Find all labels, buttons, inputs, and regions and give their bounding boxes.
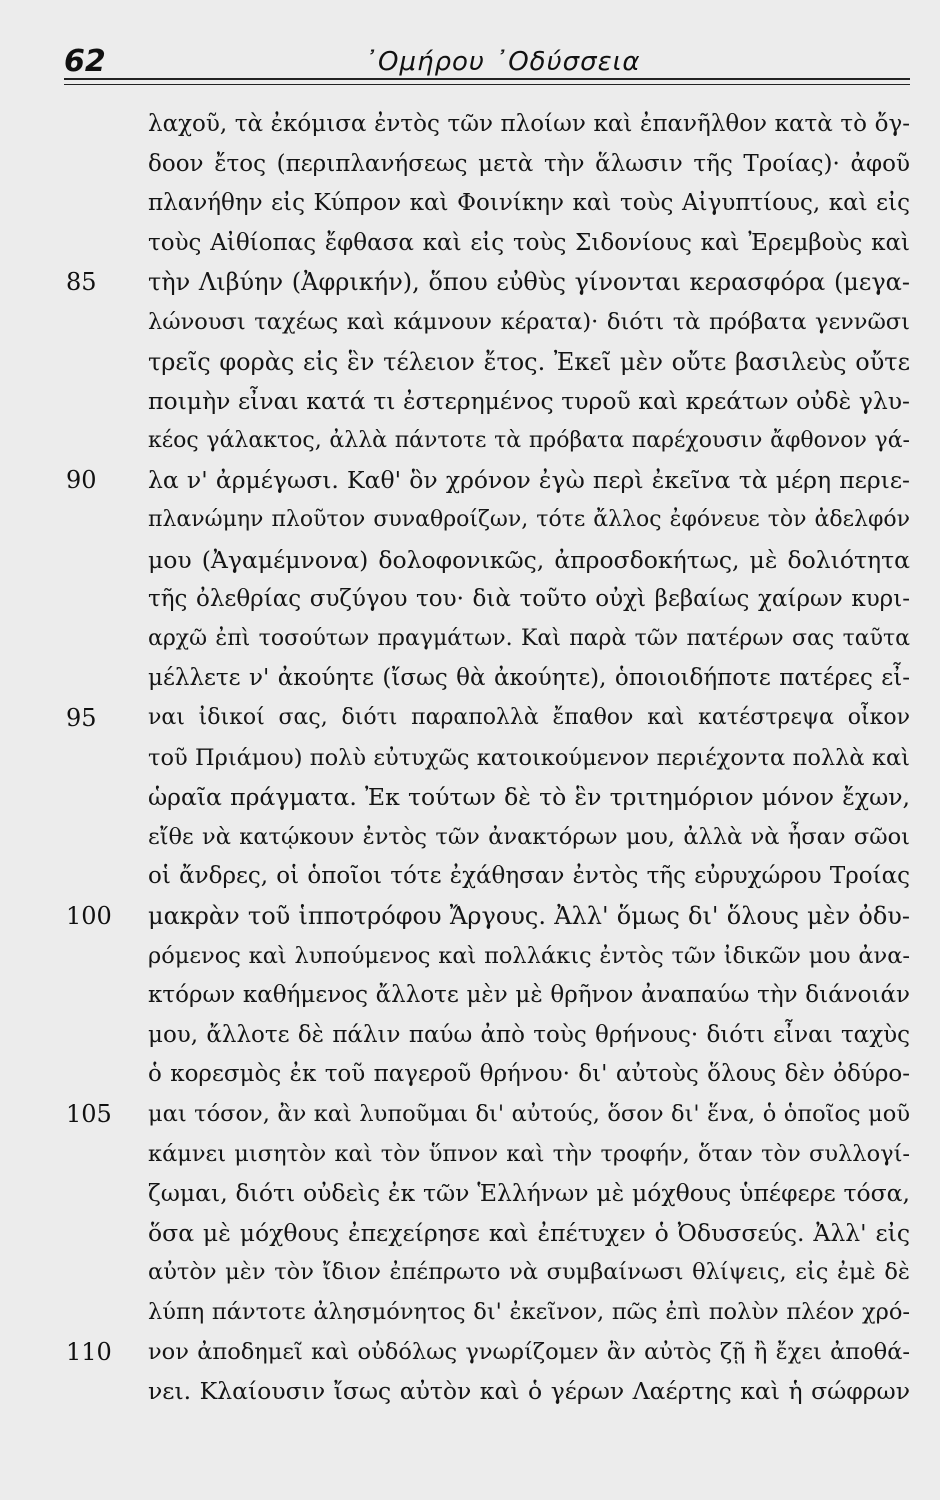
text-line: [0, 619, 940, 659]
text-line: [0, 104, 940, 144]
text-line: [0, 262, 940, 302]
page-header: [64, 42, 910, 82]
line-text: ζωμαι, διότι οὐδεὶς ἐκ τῶν Ἑλλήνων μὲ μόχθους ὑπέφερε τόσα,: [148, 1179, 910, 1208]
text-line: [0, 975, 940, 1015]
text-line: [0, 183, 940, 223]
page-number: 62: [64, 44, 106, 79]
line-text: τῆς ὀλεθρίας συζύγου του· διὰ τοῦτο οὐχὶ βεβαίως χαίρων κυρι-: [148, 586, 910, 613]
text-line: [0, 144, 940, 184]
header-rule: [64, 78, 910, 80]
line-text: οἱ ἄνδρες, οἱ ὁποῖοι τότε ἐχάθησαν ἐντὸς τῆς εὐρυχώρου Τροίας: [148, 863, 910, 890]
line-text: τρεῖς φορὰς εἰς ἓν τέλειον ἔτος. Ἐκεῖ μὲν οὔτε βασιλεὺς οὔτε: [148, 347, 910, 376]
text-line: [0, 381, 940, 421]
text-line: [0, 1094, 940, 1134]
line-text: κτόρων καθήμενος ἄλλοτε μὲν μὲ θρῆνον ἀναπαύω τὴν διάνοιάν: [148, 982, 910, 1009]
line-text: εἴθε νὰ κατῴκουν ἐντὸς τῶν ἀνακτόρων μου, ἀλλὰ νὰ ἦσαν σῶοι: [148, 823, 910, 850]
text-line: [0, 1054, 940, 1094]
line-number: 110: [66, 1337, 112, 1366]
line-text: τοὺς Αἰθίοπας ἔφθασα καὶ εἰς τοὺς Σιδονίους καὶ Ἐρεμβοὺς καὶ: [148, 229, 910, 256]
text-line: [0, 1213, 940, 1253]
line-text: τὴν Λιβύην (Ἀφρικήν), ὅπου εὐθὺς γίνονται κερασφόρα (μεγα-: [148, 268, 910, 297]
line-number: 85: [66, 268, 97, 297]
line-text: μακρὰν τοῦ ἱπποτρόφου Ἄργους. Ἀλλ' ὅμως δι' ὅλους μὲν ὀδυ-: [148, 902, 910, 930]
line-text: δοον ἔτος (περιπλανήσεως μετὰ τὴν ἅλωσιν τῆς Τροίας)· ἀφοῦ: [148, 150, 910, 177]
line-number: 100: [66, 902, 112, 930]
text-line: [0, 658, 940, 698]
line-text: ὡραῖα πράγματα. Ἐκ τούτων δὲ τὸ ἓν τριτημόριον μόνον ἔχων,: [148, 783, 910, 812]
text-line: [0, 1252, 940, 1292]
line-text: λαχοῦ, τὰ ἐκόμισα ἐντὸς τῶν πλοίων καὶ ἐπανῆλθον κατὰ τὸ ὄγ-: [148, 111, 910, 137]
line-number: 95: [66, 704, 97, 732]
line-text: κέος γάλακτος, ἀλλὰ πάντοτε τὰ πρόβατα παρέχουσιν ἄφθονον γά-: [148, 427, 910, 453]
text-line: [0, 579, 940, 619]
text-line: [0, 460, 940, 500]
line-text: λα ν' ἀρμέγωσι. Καθ' ὃν χρόνον ἐγὼ περὶ ἐκεῖνα τὰ μέρη περιε-: [148, 466, 910, 495]
text-line: [0, 223, 940, 263]
text-line: [0, 777, 940, 817]
text-line: [0, 698, 940, 738]
text-line: [0, 1292, 940, 1332]
line-text: μαι τόσον, ἂν καὶ λυποῦμαι δι' αὐτούς, ὅσον δι' ἕνα, ὁ ὁποῖος μοῦ: [148, 1101, 910, 1127]
text-line: [0, 817, 940, 857]
text-line: [0, 421, 940, 461]
text-line: [0, 856, 940, 896]
line-text: αὐτὸν μὲν τὸν ἴδιον ἐπέπρωτο νὰ συμβαίνωσι θλίψεις, εἰς ἐμὲ δὲ: [148, 1259, 910, 1286]
line-text: μου, ἄλλοτε δὲ πάλιν παύω ἀπὸ τοὺς θρήνους· διότι εἶναι ταχὺς: [148, 1021, 910, 1048]
line-text: αρχῶ ἐπὶ τοσούτων πραγμάτων. Καὶ παρὰ τῶν πατέρων σας ταῦτα: [148, 625, 910, 651]
text-line: [0, 936, 940, 976]
line-text: μέλλετε ν' ἀκούητε (ἴσως θὰ ἀκούητε), ὁποιοιδήποτε πατέρες εἶ-: [148, 665, 910, 692]
line-text: κάμνει μισητὸν καὶ τὸν ὕπνον καὶ τὴν τροφήν, ὅταν τὸν συλλογί-: [148, 1140, 910, 1167]
line-text: μου (Ἀγαμέμνονα) δολοφονικῶς, ἀπροσδοκήτως, μὲ δολιότητα: [148, 545, 910, 574]
line-text: νει. Κλαίουσιν ἴσως αὐτὸν καὶ ὁ γέρων Λαέρτης καὶ ἡ σώφρων: [148, 1377, 910, 1406]
line-text: ρόμενος καὶ λυπούμενος καὶ πολλάκις ἐντὸς τῶν ἰδικῶν μου ἀνα-: [148, 942, 910, 969]
text-line: [0, 896, 940, 936]
line-text: ὁ κορεσμὸς ἐκ τοῦ παγεροῦ θρήνου· δι' αὐτοὺς ὅλους δὲν ὀδύρο-: [148, 1061, 910, 1088]
line-number: 90: [66, 466, 97, 495]
line-text: ὅσα μὲ μόχθους ἐπεχείρησε καὶ ἐπέτυχεν ὁ Ὀδυσσεύς. Ἀλλ' εἰς: [148, 1218, 910, 1247]
line-text: πλανήθην εἰς Κύπρον καὶ Φοινίκην καὶ τοὺς Αἰγυπτίους, καὶ εἰς: [148, 190, 910, 217]
line-text: ναι ἰδικοί σας, διότι παραπολλὰ ἔπαθον καὶ κατέστρεψα οἶκον: [148, 705, 910, 730]
text-line: [0, 1134, 940, 1174]
line-number: 105: [66, 1100, 112, 1128]
line-text: τοῦ Πριάμου) πολὺ εὐτυχῶς κατοικούμενον περιέχοντα πολλὰ καὶ: [148, 744, 910, 771]
text-line: [0, 342, 940, 382]
text-line: [0, 302, 940, 342]
text-line: [0, 540, 940, 580]
line-text: λώνουσι ταχέως καὶ κάμνουν κέρατα)· διότι τὰ πρόβατα γεννῶσι: [148, 309, 910, 335]
line-text: ποιμὴν εἶναι κατά τι ἐστερημένος τυροῦ καὶ κρεάτων οὐδὲ γλυ-: [148, 387, 910, 416]
text-line: [0, 1332, 940, 1372]
line-text: νον ἀποδημεῖ καὶ οὐδόλως γνωρίζομεν ἂν αὐτὸς ζῇ ἢ ἔχει ἀποθά-: [148, 1338, 910, 1365]
running-title: ᾿Ομήρου ᾿Οδύσσεια: [364, 47, 641, 77]
text-line: [0, 1173, 940, 1213]
line-text: πλανώμην πλοῦτον συναθροίζων, τότε ἄλλος ἐφόνευε τὸν ἀδελφόν: [148, 507, 910, 532]
text-line: [0, 738, 940, 778]
header-rule-thin: [64, 84, 910, 85]
line-text: λύπη πάντοτε ἀλησμόνητος δι' ἐκεῖνον, πῶς ἐπὶ πολὺν πλέον χρό-: [148, 1299, 910, 1325]
text-line: [0, 1371, 940, 1411]
text-line: [0, 1015, 940, 1055]
text-line: [0, 500, 940, 540]
